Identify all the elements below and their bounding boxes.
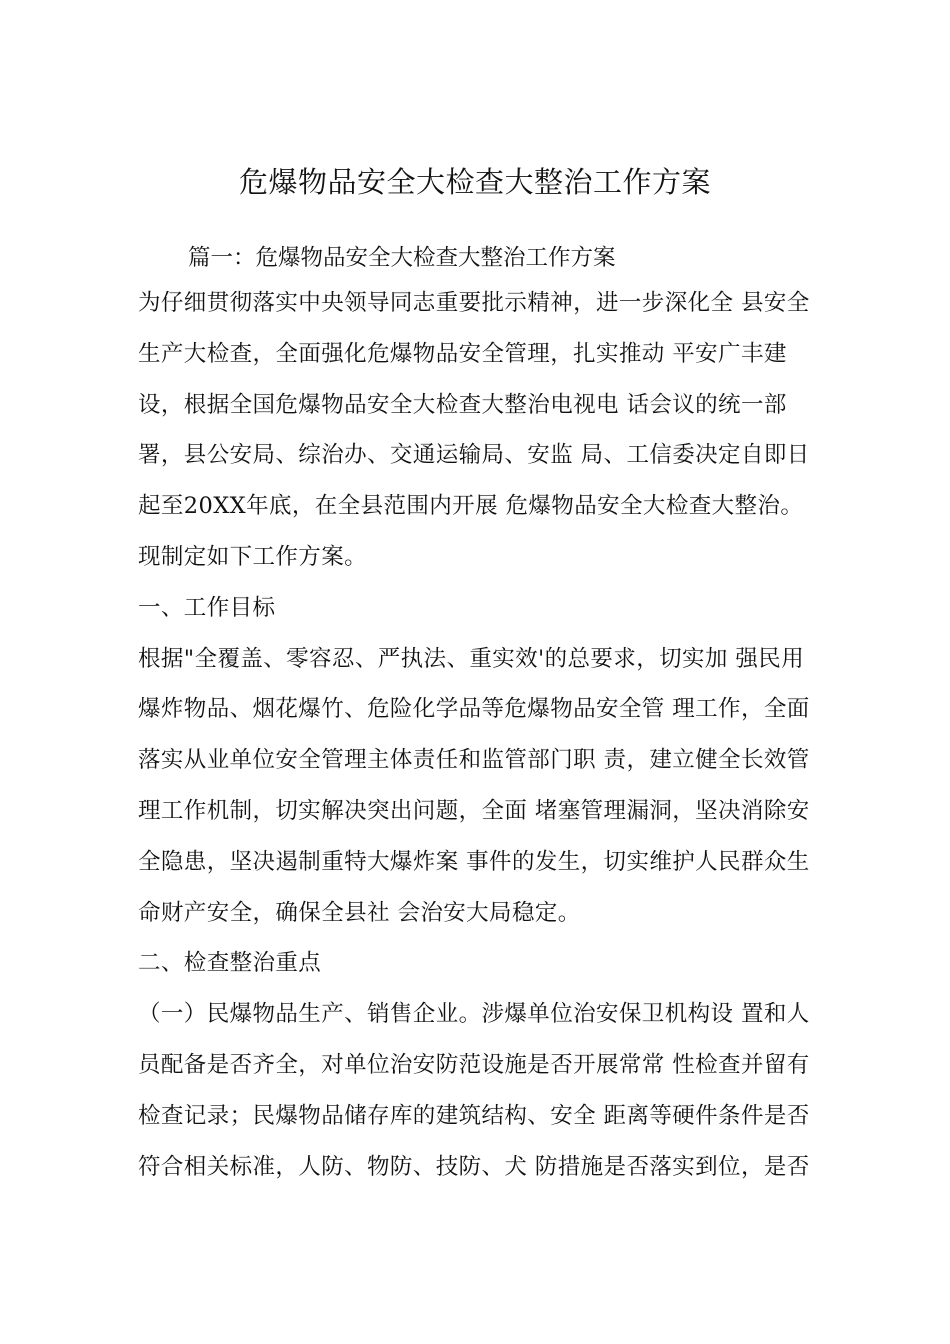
body-text-line: 生产大检查，全面强化危爆物品安全管理，扎实推动 平安广丰建 bbox=[138, 340, 787, 367]
body-text-line: 理工作机制，切实解决突出问题，全面 堵塞管理漏洞，坚决消除安 bbox=[138, 797, 810, 824]
body-text-line: 全隐患，坚决遏制重特大爆炸案 事件的发生，切实维护人民群众生 bbox=[138, 848, 810, 875]
body-text-line: 起至20XX年底，在全县范围内开展 危爆物品安全大检查大整治。 bbox=[138, 493, 804, 520]
body-text-line: 署，县公安局、综治办、交通运输局、安监 局、工信委决定自即日 bbox=[138, 442, 810, 469]
body-text-line: 检查记录；民爆物品储存库的建筑结构、安全 距离等硬件条件是否 bbox=[138, 1102, 810, 1129]
document-title: 危爆物品安全大检查大整治工作方案 bbox=[238, 165, 711, 199]
body-text-line: 一、工作目标 bbox=[138, 594, 276, 621]
body-text-line: 符合相关标准，人防、物防、技防、犬 防措施是否落实到位，是否 bbox=[138, 1153, 810, 1180]
document-body bbox=[138, 285, 838, 1199]
body-text-line: 员配备是否齐全，对单位治安防范设施是否开展常常 性检查并留有 bbox=[138, 1051, 810, 1078]
body-text-line: 设，根据全国危爆物品安全大检查大整治电视电 话会议的统一部 bbox=[138, 391, 787, 418]
body-text-line: 二、检查整治重点 bbox=[138, 950, 322, 977]
body-text-line: 落实从业单位安全管理主体责任和监管部门职 责，建立健全长效管 bbox=[138, 747, 810, 774]
body-text-line: 现制定如下工作方案。 bbox=[138, 543, 368, 570]
body-text-line: 爆炸物品、烟花爆竹、危险化学品等危爆物品安全管 理工作，全面 bbox=[138, 696, 810, 723]
body-text-line: 命财产安全，确保全县社 会治安大局稳定。 bbox=[138, 899, 581, 926]
body-text-line: 为仔细贯彻落实中央领导同志重要批示精神，进一步深化全 县安全 bbox=[138, 290, 810, 316]
document-subtitle: 篇一：危爆物品安全大检查大整治工作方案 bbox=[188, 245, 616, 271]
body-text-line: （一）民爆物品生产、销售企业。涉爆单位治安保卫机构设 置和人 bbox=[138, 1001, 810, 1028]
body-text-line: 根据"全覆盖、零容忍、严执法、重实效'的总要求，切实加 强民用 bbox=[138, 645, 805, 672]
